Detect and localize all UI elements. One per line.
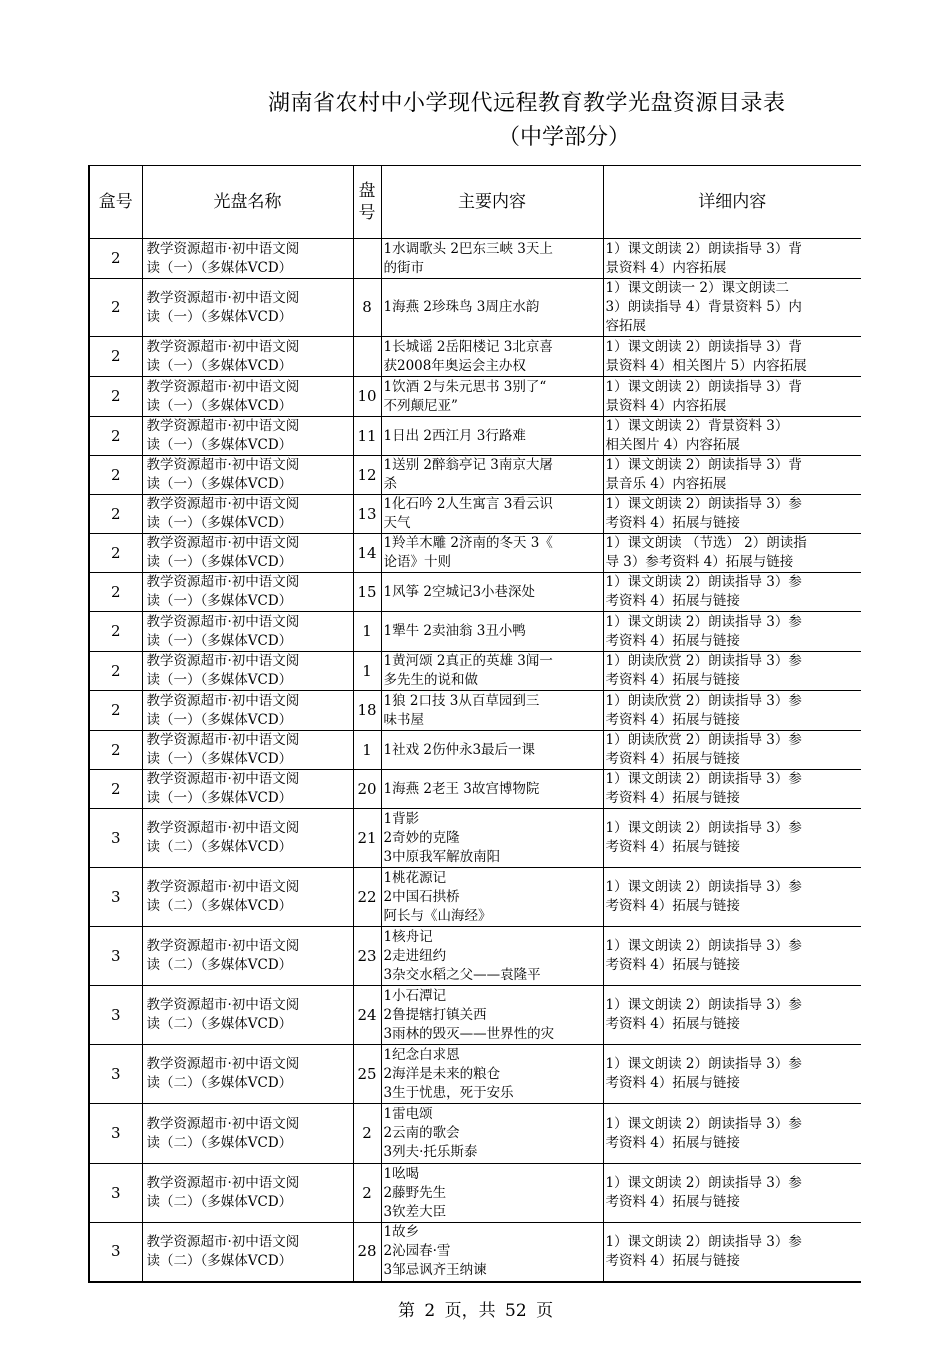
main-content (381, 927, 603, 986)
disc-name-line: 教学资源超市·初中语文阅 (146, 418, 300, 434)
disc-name-line: 教学资源超市·初中语文阅 (146, 496, 300, 512)
table-header-row (89, 166, 861, 239)
main-content-line: 1桃花源记 (383, 869, 447, 886)
main-content (381, 337, 603, 377)
disc-name-line: 读（二）（多媒体VCD） (146, 898, 293, 914)
disc-number: 1 (353, 652, 381, 691)
detail-content-line: 导 3）参考资料 4）拓展与链接 (605, 554, 794, 570)
main-content-line: 1吆喝 (383, 1165, 420, 1182)
detail-content (603, 986, 861, 1045)
detail-content-line: 景资料 4）内容拓展 (605, 397, 727, 414)
main-content-line: 不列颠尼亚” (383, 397, 458, 414)
main-content-line: 2藤野先生 (383, 1184, 447, 1201)
box-number: 2 (89, 377, 142, 417)
disc-name-line: 读（一）（多媒体VCD） (146, 259, 293, 276)
disc-name-line: 读（二）（多媒体VCD） (146, 1016, 293, 1032)
detail-content (603, 239, 861, 279)
disc-number: 15 (353, 573, 381, 612)
table-row (89, 986, 861, 1045)
disc-name-line: 教学资源超市·初中语文阅 (146, 289, 300, 306)
main-content (381, 868, 603, 927)
detail-content-line: 1）课文朗读 2）朗读指导 3）参 (605, 496, 802, 512)
main-content-line: 1核舟记 (383, 928, 433, 945)
detail-content (603, 868, 861, 927)
disc-number: 2 (353, 1164, 381, 1223)
main-content-line: 杀 (383, 476, 397, 492)
column-header-detail: 详细内容 (603, 166, 861, 239)
detail-content-line: 容拓展 (605, 318, 646, 334)
box-number: 2 (89, 337, 142, 377)
detail-content-line: 考资料 4）拓展与链接 (605, 672, 740, 688)
main-content-line: 3中原我军解放南阳 (383, 848, 501, 865)
disc-name-line: 读（一）（多媒体VCD） (146, 554, 293, 570)
box-number: 2 (89, 495, 142, 534)
box-number: 2 (89, 417, 142, 456)
page-subtitle: （中学部分） (498, 125, 631, 150)
detail-content-line: 1）课文朗读 2）朗读指导 3）参 (605, 1115, 802, 1132)
box-number: 2 (89, 239, 142, 279)
disc-name (142, 337, 353, 377)
detail-content (603, 612, 861, 652)
main-content (381, 239, 603, 279)
table-row (89, 1045, 861, 1104)
detail-content-line: 考资料 4）拓展与链接 (605, 711, 740, 728)
disc-name-line: 读（一）（多媒体VCD） (146, 790, 293, 806)
main-content (381, 1045, 603, 1104)
box-number: 2 (89, 456, 142, 495)
main-content-line: 1羚羊木雕 2济南的冬天 3《 (383, 535, 553, 551)
disc-name (142, 417, 353, 456)
main-content-line: 1风筝 2空城记3小巷深处 (383, 583, 536, 600)
detail-content (603, 1045, 861, 1104)
detail-content (603, 456, 861, 495)
detail-content (603, 495, 861, 534)
main-content (381, 986, 603, 1045)
table-row (89, 1223, 861, 1282)
box-number: 3 (89, 927, 142, 986)
column-header-box: 盒号 (89, 166, 142, 239)
detail-content (603, 731, 861, 770)
disc-name-line: 读（一）（多媒体VCD） (146, 711, 293, 728)
column-header-disc (353, 166, 381, 239)
disc-number: 1 (353, 612, 381, 652)
main-content-line: 1背影 (383, 810, 420, 827)
disc-name (142, 809, 353, 868)
main-content (381, 534, 603, 573)
table-row (89, 377, 861, 417)
disc-name (142, 1104, 353, 1164)
disc-name (142, 573, 353, 612)
disc-name-line: 教学资源超市·初中语文阅 (146, 653, 300, 669)
main-content-line: 2走进纽约 (383, 947, 447, 964)
detail-content-line: 考资料 4）拓展与链接 (605, 1194, 740, 1210)
box-number: 2 (89, 534, 142, 573)
detail-content-line: 3）朗读指导 4）背景资料 5）内 (605, 299, 802, 315)
disc-number: 23 (353, 927, 381, 986)
disc-name-line: 教学资源超市·初中语文阅 (146, 457, 300, 473)
main-content-line: 多先生的说和做 (383, 672, 478, 688)
detail-content-line: 1）课文朗读 2）朗读指导 3）参 (605, 1056, 802, 1072)
disc-name-line: 读（二）（多媒体VCD） (146, 839, 293, 855)
detail-content (603, 652, 861, 691)
disc-name (142, 1164, 353, 1223)
detail-content-line: 1）课文朗读 2）朗读指导 3）参 (605, 613, 802, 630)
disc-number: 18 (353, 691, 381, 731)
box-number: 2 (89, 573, 142, 612)
main-content (381, 279, 603, 337)
disc-name-line: 教学资源超市·初中语文阅 (146, 574, 300, 590)
detail-content-line: 1）课文朗读 2）背景资料 3） (605, 418, 789, 434)
disc-name-line: 教学资源超市·初中语文阅 (146, 692, 300, 709)
disc-name (142, 534, 353, 573)
column-header-disc-line1: 盘 (358, 181, 376, 201)
disc-name (142, 495, 353, 534)
table-row (89, 337, 861, 377)
disc-name (142, 612, 353, 652)
disc-number: 21 (353, 809, 381, 868)
detail-content-line: 考资料 4）拓展与链接 (605, 751, 740, 767)
main-content-line: 1水调歌头 2巴东三峡 3天上 (383, 240, 553, 257)
box-number: 3 (89, 1104, 142, 1164)
disc-name-line: 教学资源超市·初中语文阅 (146, 820, 300, 836)
disc-name-line: 教学资源超市·初中语文阅 (146, 1056, 300, 1072)
main-content-line: 3邹忌讽齐王纳谏 (383, 1262, 487, 1279)
main-content-line: 1故乡 (383, 1224, 420, 1241)
detail-content-line: 1）课文朗读 2）朗读指导 3）参 (605, 879, 802, 895)
disc-name-line: 读（一）（多媒体VCD） (146, 437, 293, 453)
disc-name-line: 读（一）（多媒体VCD） (146, 476, 293, 492)
disc-name-line: 教学资源超市·初中语文阅 (146, 879, 300, 895)
box-number: 2 (89, 770, 142, 809)
main-content-line: 1社戏 2伤仲永3最后一课 (383, 741, 536, 758)
main-content-line: 1海燕 2珍珠鸟 3周庄水韵 (383, 299, 540, 315)
main-content (381, 495, 603, 534)
table-row (89, 652, 861, 691)
disc-name-line: 教学资源超市·初中语文阅 (146, 613, 300, 630)
main-content-line: 1犟牛 2卖油翁 3丑小鸭 (383, 623, 526, 639)
table-row (89, 239, 861, 279)
disc-number: 8 (353, 279, 381, 337)
detail-content-line: 1）课文朗读 2）朗读指导 3）背 (605, 457, 802, 473)
disc-name (142, 377, 353, 417)
detail-content (603, 809, 861, 868)
main-content-line: 2中国石拱桥 (383, 888, 460, 905)
main-content-line: 的街市 (383, 259, 424, 276)
main-content (381, 573, 603, 612)
table-row (89, 868, 861, 927)
detail-content (603, 534, 861, 573)
disc-name (142, 986, 353, 1045)
main-content-line: 1小石潭记 (383, 987, 447, 1004)
disc-name-line: 读（一）（多媒体VCD） (146, 308, 293, 325)
main-content-line: 2奇妙的克隆 (383, 829, 460, 846)
main-content-line: 论语》十则 (383, 554, 451, 570)
main-content-line: 1送别 2醉翁亭记 3南京大屠 (383, 457, 553, 473)
detail-content-line: 考资料 4）拓展与链接 (605, 1134, 740, 1151)
disc-name (142, 691, 353, 731)
detail-content (603, 770, 861, 809)
main-content (381, 1223, 603, 1282)
table-row (89, 495, 861, 534)
box-number: 3 (89, 1164, 142, 1223)
disc-name-line: 教学资源超市·初中语文阅 (146, 1115, 300, 1132)
box-number: 3 (89, 986, 142, 1045)
box-number: 3 (89, 1223, 142, 1282)
main-content-line: 2沁园春·雪 (383, 1243, 451, 1260)
disc-number (353, 337, 381, 377)
detail-content (603, 279, 861, 337)
main-content-line: 1长城谣 2岳阳楼记 3北京喜 (383, 338, 553, 355)
detail-content-line: 1）课文朗读 2）朗读指导 3）参 (605, 771, 802, 787)
box-number: 3 (89, 868, 142, 927)
detail-content-line: 考资料 4）拓展与链接 (605, 957, 740, 973)
main-content (381, 417, 603, 456)
disc-name (142, 1223, 353, 1282)
disc-name (142, 279, 353, 337)
main-content-line: 2鲁提辖打镇关西 (383, 1006, 487, 1023)
main-content-line: 3列夫·托乐斯泰 (383, 1144, 478, 1160)
detail-content-line: 1）课文朗读 2）朗读指导 3）参 (605, 997, 802, 1013)
detail-content (603, 377, 861, 417)
disc-name-line: 读（二）（多媒体VCD） (146, 1134, 293, 1151)
detail-content-line: 景音乐 4）内容拓展 (605, 476, 727, 492)
column-header-disc-line2: 号 (358, 203, 376, 223)
disc-number: 11 (353, 417, 381, 456)
column-header-name: 光盘名称 (142, 166, 353, 239)
disc-number: 1 (353, 731, 381, 770)
disc-name-line: 教学资源超市·初中语文阅 (146, 938, 300, 954)
detail-content-line: 考资料 4）拓展与链接 (605, 790, 740, 806)
disc-name-line: 读（一）（多媒体VCD） (146, 672, 293, 688)
detail-content-line: 考资料 4）拓展与链接 (605, 898, 740, 914)
disc-name-line: 读（一）（多媒体VCD） (146, 515, 293, 531)
disc-name-line: 读（二）（多媒体VCD） (146, 1075, 293, 1091)
main-content-line: 1化石吟 2人生寓言 3看云识 (383, 496, 553, 512)
box-number: 2 (89, 279, 142, 337)
main-content-line: 天气 (383, 515, 411, 531)
table-row (89, 809, 861, 868)
disc-name (142, 456, 353, 495)
table-row (89, 927, 861, 986)
detail-content (603, 417, 861, 456)
table-row (89, 417, 861, 456)
detail-content-line: 景资料 4）相关图片 5）内容拓展 (605, 357, 807, 374)
disc-number: 20 (353, 770, 381, 809)
main-content (381, 770, 603, 809)
detail-content (603, 337, 861, 377)
detail-content-line: 1）课文朗读 2）朗读指导 3）参 (605, 1233, 802, 1250)
disc-number: 22 (353, 868, 381, 927)
detail-content-line: 1）课文朗读 2）朗读指导 3）参 (605, 574, 802, 590)
disc-number: 10 (353, 377, 381, 417)
disc-name-line: 读（二）（多媒体VCD） (146, 1194, 293, 1210)
detail-content-line: 考资料 4）拓展与链接 (605, 632, 740, 649)
detail-content-line: 1）课文朗读 2）朗读指导 3）背 (605, 378, 802, 395)
footer-prefix: 第 (398, 1301, 415, 1321)
disc-name-line: 读（二）（多媒体VCD） (146, 1252, 293, 1269)
main-content-line: 1日出 2西江月 3行路难 (383, 427, 526, 444)
disc-name (142, 731, 353, 770)
main-content (381, 809, 603, 868)
main-content-line: 1纪念白求恩 (383, 1046, 460, 1063)
detail-content-line: 考资料 4）拓展与链接 (605, 1252, 740, 1269)
detail-content-line: 1）课文朗读 2）朗读指导 3）背 (605, 240, 802, 257)
disc-name-line: 教学资源超市·初中语文阅 (146, 240, 300, 257)
detail-content-line: 1）课文朗读一 2）课文朗读二 (605, 280, 789, 296)
disc-name-line: 读（二）（多媒体VCD） (146, 957, 293, 973)
detail-content-line: 1）课文朗读 （节选） 2）朗读指 (605, 535, 807, 551)
disc-name-line: 教学资源超市·初中语文阅 (146, 378, 300, 395)
detail-content-line: 1）朗读欣赏 2）朗读指导 3）参 (605, 653, 802, 669)
main-content (381, 691, 603, 731)
main-content-line: 获2008年奥运会主办权 (383, 357, 526, 374)
disc-number (353, 239, 381, 279)
footer-suffix: 页 (536, 1301, 554, 1321)
detail-content-line: 考资料 4）拓展与链接 (605, 839, 740, 855)
table-row (89, 534, 861, 573)
box-number: 3 (89, 1045, 142, 1104)
main-content (381, 377, 603, 417)
box-number: 2 (89, 691, 142, 731)
main-content (381, 652, 603, 691)
disc-name (142, 927, 353, 986)
disc-name (142, 868, 353, 927)
disc-name (142, 239, 353, 279)
disc-number: 14 (353, 534, 381, 573)
detail-content-line: 景资料 4）内容拓展 (605, 259, 727, 276)
table-row (89, 279, 861, 337)
main-content-line: 1海燕 2老王 3故宫博物院 (383, 780, 540, 797)
main-content (381, 456, 603, 495)
main-content-line: 1黄河颂 2真正的英雄 3闻一 (383, 653, 553, 669)
detail-content-line: 1）朗读欣赏 2）朗读指导 3）参 (605, 692, 802, 709)
main-content (381, 731, 603, 770)
detail-content (603, 927, 861, 986)
detail-content (603, 1164, 861, 1223)
disc-name (142, 652, 353, 691)
detail-content (603, 1104, 861, 1164)
table-row (89, 456, 861, 495)
table-row (89, 1104, 861, 1164)
disc-name-line: 教学资源超市·初中语文阅 (146, 771, 300, 787)
main-content-line: 1狼 2口技 3从百草园到三 (383, 692, 540, 709)
main-content-line: 阿长与《山海经》 (383, 907, 492, 924)
disc-name (142, 1045, 353, 1104)
disc-name-line: 教学资源超市·初中语文阅 (146, 997, 300, 1013)
detail-content-line: 相关图片 4）内容拓展 (605, 437, 740, 453)
main-content-line: 3杂交水稻之父——袁隆平 (383, 966, 541, 983)
disc-name-line: 读（一）（多媒体VCD） (146, 593, 293, 609)
disc-name-line: 读（一）（多媒体VCD） (146, 397, 293, 414)
disc-name-line: 教学资源超市·初中语文阅 (146, 732, 300, 748)
table-row (89, 731, 861, 770)
detail-content-line: 1）课文朗读 2）朗读指导 3）背 (605, 338, 802, 355)
detail-content-line: 考资料 4）拓展与链接 (605, 1016, 740, 1032)
detail-content-line: 1）课文朗读 2）朗读指导 3）参 (605, 1175, 802, 1191)
detail-content-line: 考资料 4）拓展与链接 (605, 593, 740, 609)
main-content-line: 3钦差大臣 (383, 1203, 447, 1220)
table-row (89, 691, 861, 731)
disc-number: 13 (353, 495, 381, 534)
footer-total-pages: 52 (505, 1301, 527, 1321)
table-row (89, 1164, 861, 1223)
detail-content (603, 573, 861, 612)
column-header-main: 主要内容 (381, 166, 603, 239)
table-row (89, 573, 861, 612)
page-footer (396, 1296, 555, 1321)
detail-content (603, 1223, 861, 1282)
disc-name-line: 读（一）（多媒体VCD） (146, 632, 293, 649)
main-content (381, 1104, 603, 1164)
footer-page-number: 2 (424, 1301, 436, 1321)
detail-content-line: 1）课文朗读 2）朗读指导 3）参 (605, 938, 802, 954)
disc-number: 2 (353, 1104, 381, 1164)
main-content-line: 3雨林的毁灭——世界性的灾 (383, 1025, 555, 1042)
disc-name-line: 读（一）（多媒体VCD） (146, 357, 293, 374)
box-number: 2 (89, 612, 142, 652)
main-content-line: 2云南的歌会 (383, 1125, 460, 1141)
disc-name-line: 读（一）（多媒体VCD） (146, 751, 293, 767)
main-content (381, 1164, 603, 1223)
catalog-table (88, 165, 861, 1283)
table-row (89, 770, 861, 809)
main-content-line: 1雷电颂 (383, 1106, 433, 1122)
main-content-line: 味书屋 (383, 711, 424, 728)
box-number: 2 (89, 731, 142, 770)
detail-content-line: 1）朗读欣赏 2）朗读指导 3）参 (605, 732, 802, 748)
box-number: 2 (89, 652, 142, 691)
detail-content-line: 考资料 4）拓展与链接 (605, 515, 740, 531)
disc-number: 12 (353, 456, 381, 495)
disc-name (142, 770, 353, 809)
main-content-line: 3生于忧患，死于安乐 (383, 1084, 514, 1101)
detail-content-line: 考资料 4）拓展与链接 (605, 1075, 740, 1091)
box-number: 3 (89, 809, 142, 868)
detail-content (603, 691, 861, 731)
detail-content-line: 1）课文朗读 2）朗读指导 3）参 (605, 820, 802, 836)
disc-number: 28 (353, 1223, 381, 1282)
main-content-line: 1饮酒 2与朱元思书 3别了“ (383, 378, 547, 395)
main-content-line: 2海洋是未来的粮仓 (383, 1065, 501, 1082)
disc-name-line: 教学资源超市·初中语文阅 (146, 1175, 300, 1191)
disc-name-line: 教学资源超市·初中语文阅 (146, 1233, 300, 1250)
table-row (89, 612, 861, 652)
disc-number: 24 (353, 986, 381, 1045)
disc-name-line: 教学资源超市·初中语文阅 (146, 338, 300, 355)
page-title: 湖南省农村中小学现代远程教育教学光盘资源目录表 (268, 91, 786, 116)
footer-middle: 页，共 (444, 1301, 496, 1321)
main-content (381, 612, 603, 652)
disc-name-line: 教学资源超市·初中语文阅 (146, 535, 300, 551)
disc-number: 25 (353, 1045, 381, 1104)
